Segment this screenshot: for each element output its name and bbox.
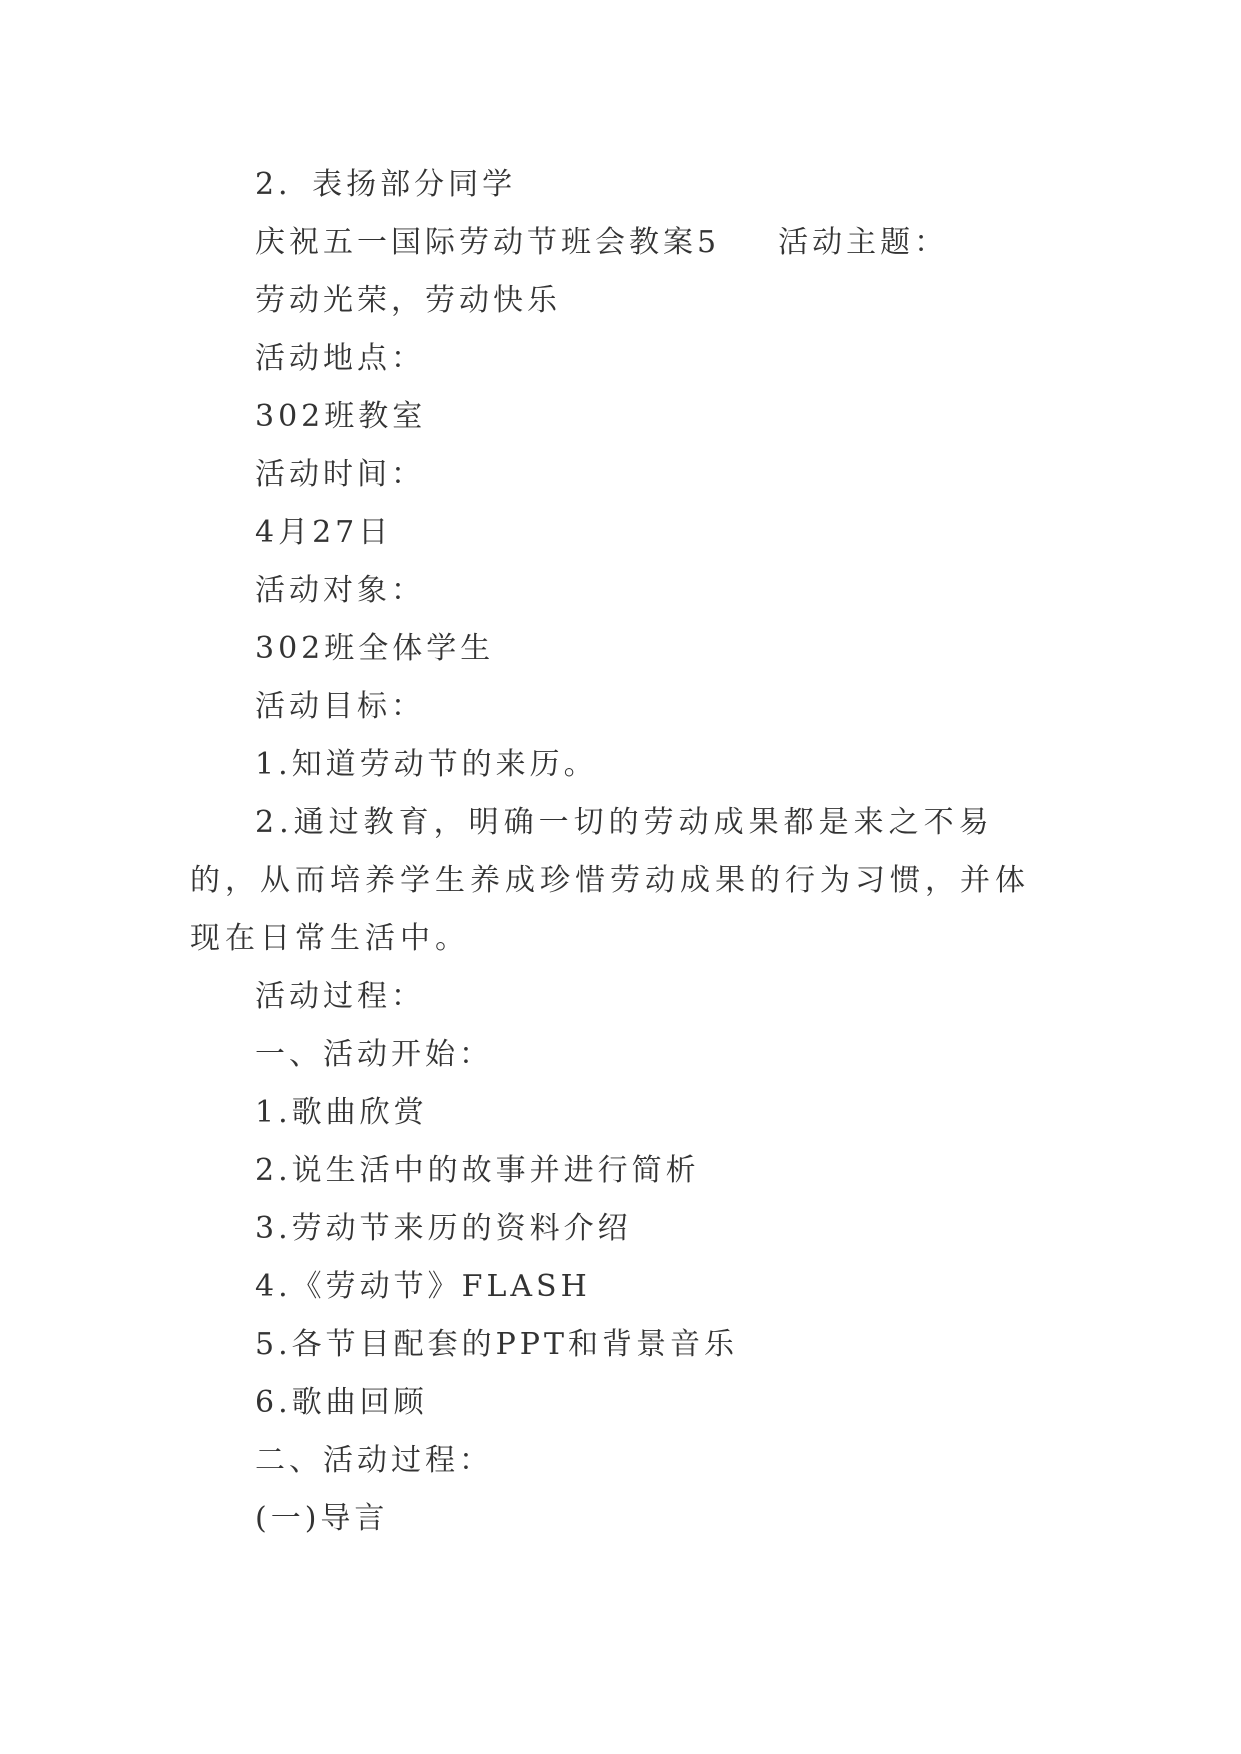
text-line: 4月27日 bbox=[255, 515, 393, 550]
text-line: 活动目标： bbox=[255, 689, 425, 724]
text-line bbox=[190, 214, 1050, 272]
text-line: (一)导言 bbox=[255, 1501, 389, 1536]
document-body bbox=[190, 156, 1050, 1548]
text-line: 302班全体学生 bbox=[255, 631, 495, 666]
text-line: 302班教室 bbox=[255, 399, 427, 434]
text-line: 1.知道劳动节的来历。 bbox=[255, 747, 598, 782]
section-title: 庆祝五一国际劳动节班会教案5 bbox=[255, 225, 721, 260]
text-line: 活动过程： bbox=[255, 979, 425, 1014]
text-line: 2.说生活中的故事并进行简析 bbox=[255, 1153, 700, 1188]
text-line: 活动时间： bbox=[255, 457, 425, 492]
text-line: 3.劳动节来历的资料介绍 bbox=[255, 1211, 632, 1246]
paragraph: 2.通过教育，明确一切的劳动成果都是来之不易的，从而培养学生养成珍惜劳动成果的行为习惯，并体现在日常生活中。 bbox=[190, 805, 1030, 956]
text-label: 活动主题： bbox=[778, 225, 949, 260]
text-line: 4.《劳动节》FLASH bbox=[255, 1269, 591, 1304]
text-line: 6.歌曲回顾 bbox=[255, 1385, 428, 1420]
text-line: 二、活动过程： bbox=[255, 1443, 493, 1478]
text-line: 活动对象： bbox=[255, 573, 425, 608]
text-line: 活动地点： bbox=[255, 341, 425, 376]
text-line: 1.歌曲欣赏 bbox=[255, 1095, 428, 1130]
text-line: 一、活动开始： bbox=[255, 1037, 493, 1072]
text-line: 劳动光荣，劳动快乐 bbox=[255, 283, 561, 318]
text-line: 2．表扬部分同学 bbox=[255, 167, 517, 202]
text-line: 5.各节目配套的PPT和背景音乐 bbox=[255, 1327, 739, 1362]
